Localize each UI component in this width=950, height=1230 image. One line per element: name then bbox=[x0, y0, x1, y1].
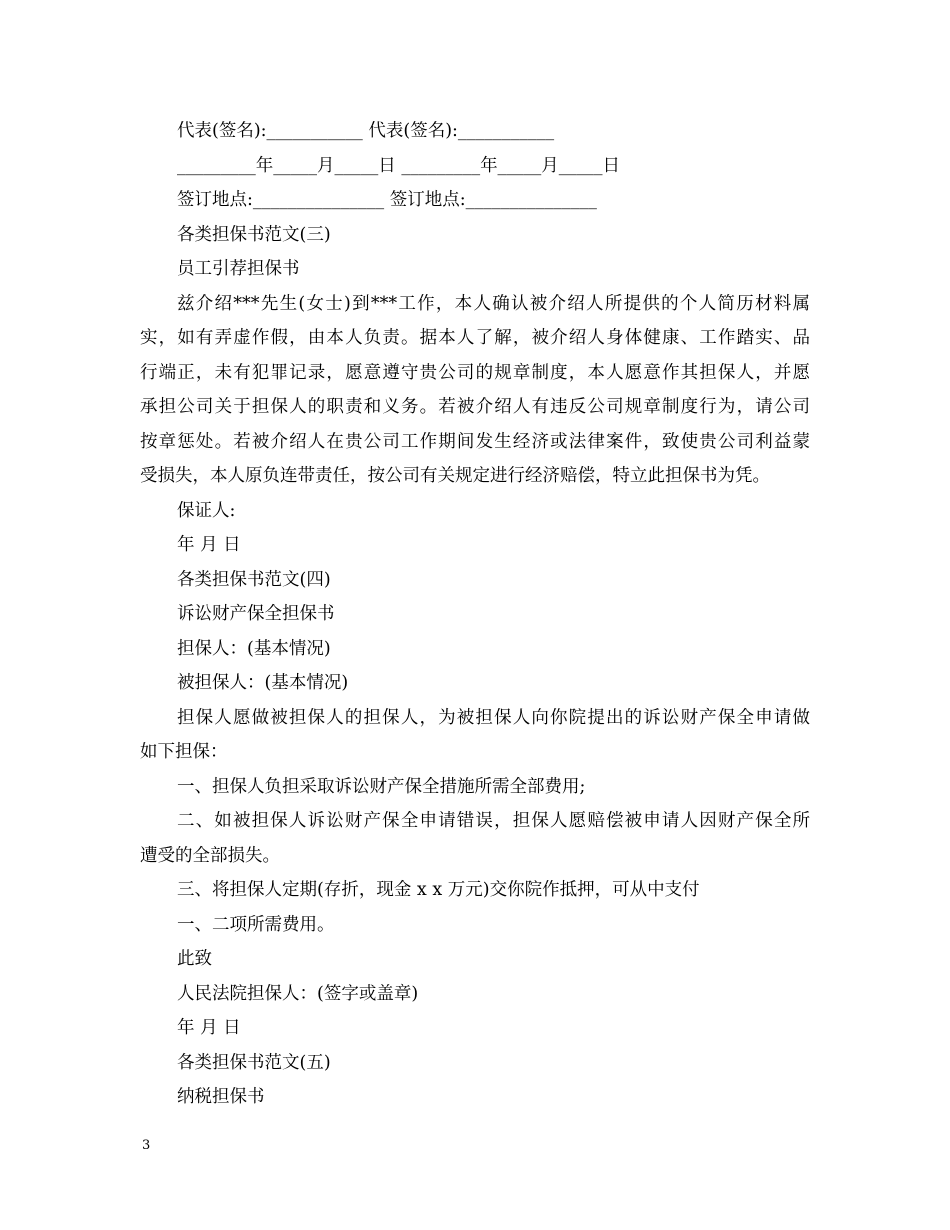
paragraph-line: 遭受的全部损失。 bbox=[140, 845, 280, 866]
clause-3: 三、将担保人定期(存折，现金 x x 万元)交你院作抵押，可从中支付 bbox=[177, 880, 700, 900]
paragraph-line: 担保人愿做被担保人的担保人，为被担保人向你院提出的诉讼财产保全申请做 bbox=[177, 707, 810, 728]
paragraph-line: 如下担保： bbox=[140, 742, 228, 762]
paragraph-line: 实，如有弄虚作假，由本人负责。据本人了解，被介绍人身体健康、工作踏实、品 bbox=[140, 328, 810, 348]
document-title-employee-guarantee: 员工引荐担保书 bbox=[177, 259, 300, 279]
paragraph-line: 行端正，未有犯罪记录，愿意遵守贵公司的规章制度，本人愿意作其担保人，并愿 bbox=[140, 362, 810, 383]
document-title-litigation-guarantee: 诉讼财产保全担保书 bbox=[177, 604, 335, 624]
signature-line: 代表(签名):___________ 代表(签名):___________ bbox=[177, 121, 555, 141]
paragraph-line: 按章惩处。若被介绍人在贵公司工作期间发生经济或法律案件，致使贵公司利益蒙 bbox=[140, 431, 810, 452]
paragraph-line: 受损失，本人原负连带责任，按公司有关规定进行经济赔偿，特立此担保书为凭。 bbox=[140, 466, 770, 486]
section-heading-4: 各类担保书范文(四) bbox=[177, 569, 331, 590]
salutation: 此致 bbox=[177, 949, 212, 969]
document-body bbox=[140, 114, 810, 1115]
guarantor-info: 担保人：(基本情况) bbox=[177, 638, 331, 659]
section-heading-5: 各类担保书范文(五) bbox=[177, 1052, 331, 1073]
clause-1: 一、担保人负担采取诉讼财产保全措施所需全部费用; bbox=[177, 776, 586, 797]
paragraph-line: 承担公司关于担保人的职责和义务。若被介绍人有违反公司规章制度行为，请公司 bbox=[140, 397, 810, 417]
paragraph-line: 一、二项所需费用。 bbox=[177, 914, 335, 935]
document-title-tax-guarantee: 纳税担保书 bbox=[177, 1087, 265, 1107]
paragraph-line: 兹介绍***先生(女士)到***工作，本人确认被介绍人所提供的个人简历材料属 bbox=[177, 293, 810, 314]
guaranteed-party-info: 被担保人：(基本情况) bbox=[177, 673, 349, 693]
clause-2: 二、如被担保人诉讼财产保全申请错误，担保人愿赔偿被申请人因财产保全所 bbox=[177, 811, 810, 831]
date-line: _________年_____月_____日 _________年_____月_____日 bbox=[177, 155, 621, 176]
date-placeholder: 年 月 日 bbox=[177, 535, 241, 555]
date-placeholder: 年 月 日 bbox=[177, 1018, 241, 1038]
page-number: 3 bbox=[142, 1138, 151, 1153]
court-guarantor-signature: 人民法院担保人：(签字或盖章) bbox=[177, 983, 419, 1004]
guarantor-label: 保证人: bbox=[177, 500, 236, 521]
section-heading-3: 各类担保书范文(三) bbox=[177, 224, 331, 245]
signing-location-line: 签订地点:_______________ 签订地点:_______________ bbox=[177, 190, 597, 210]
